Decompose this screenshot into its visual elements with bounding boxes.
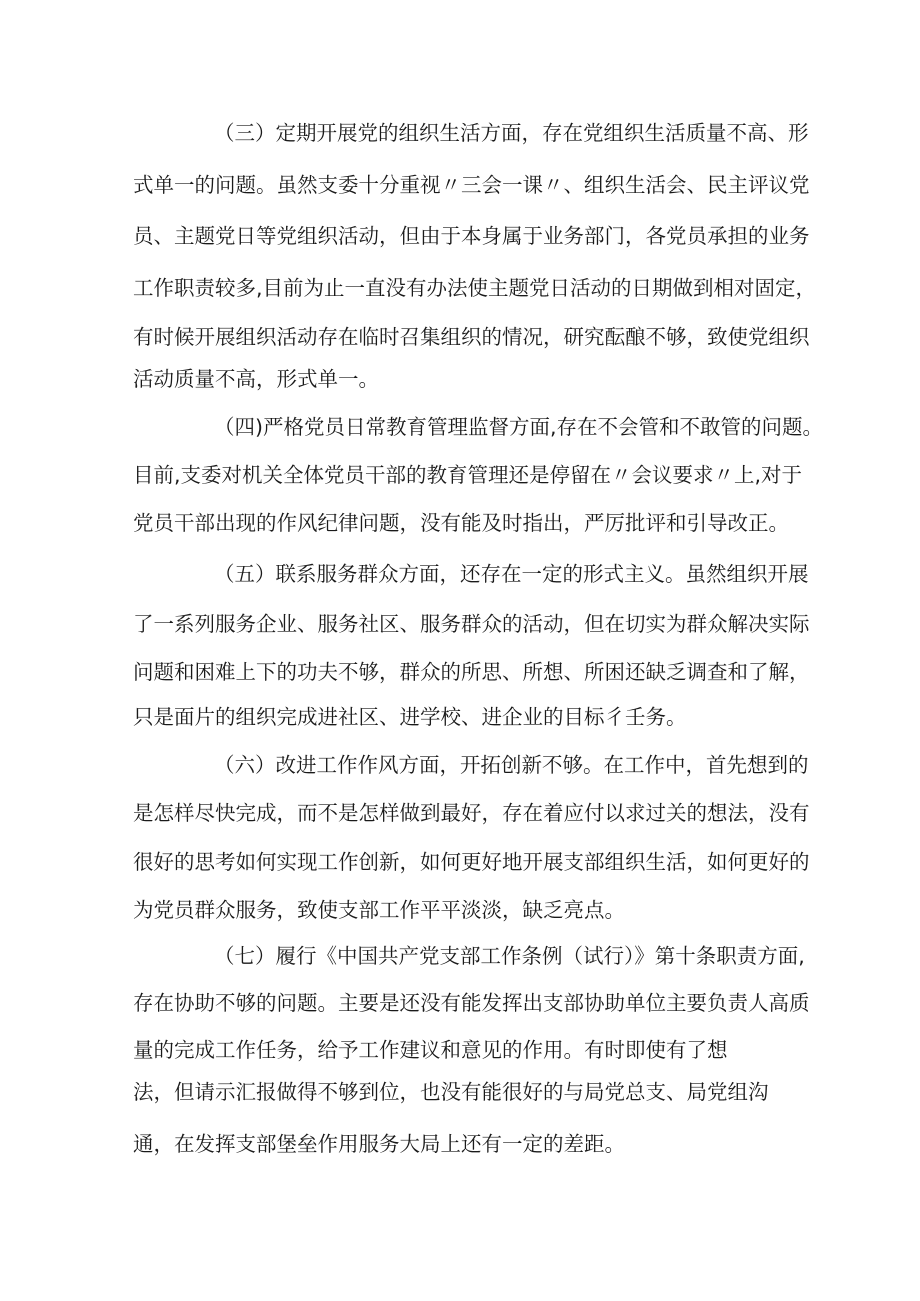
paragraph-6-line-4: 为党员群众服务，致使支部工作平平淡淡，缺乏亮点。	[133, 898, 625, 922]
paragraph-6-line-3: 很好的思考如何实现工作创新，如何更好地开展支部组织生活，如何更好的	[133, 850, 810, 874]
paragraph-5-line-4: 只是面片的组织完成进社区、进学校、进企业的目标彳壬务。	[133, 705, 687, 729]
paragraph-4-line-2: 目前,支委对机关全体党员干部的教育管理还是停留在〃会议要求〃上,对于	[133, 463, 803, 487]
paragraph-5-line-1: （五）联系服务群众方面，还存在一定的形式主义。虽然组织开展	[214, 562, 809, 586]
paragraph-3-line-3: 员、主题党日等党组织活动，但由于本身属于业务部门，各党员承担的业务	[133, 224, 810, 248]
paragraph-7-line-4: 法，但请示汇报做得不够到位，也没有能很好的与局党总支、局党组沟	[133, 1080, 769, 1104]
paragraph-3-line-4: 工作职责较多,目前为止一直没有办法使主题党日活动的日期做到相对固定，	[133, 276, 817, 300]
paragraph-4-line-1: （四)严格党员日常教育管理监督方面,存在不会管和不敢管的问题。	[214, 415, 824, 439]
paragraph-3-line-6: 活动质量不高，形式单一。	[133, 367, 379, 391]
paragraph-7-line-1: （七）履行《中国共产党支部工作条例（试行）》第十条职责方面,	[214, 944, 805, 968]
paragraph-7-line-3: 量的完成工作任务，给予工作建议和意见的作用。有时即使有了想	[133, 1038, 728, 1062]
paragraph-7-line-5: 通，在发挥支部堡垒作用服务大局上还有一定的差距。	[133, 1132, 625, 1156]
paragraph-6-line-2: 是怎样尽快完成，而不是怎样做到最好，存在着应付以求过关的想法，没有	[133, 801, 810, 825]
paragraph-6-line-1: （六）改进工作作风方面，开拓创新不够。在工作中，首先想到的	[214, 753, 809, 777]
paragraph-3-line-1: （三）定期开展党的组织生活方面，存在党组织生活质量不高、形	[214, 121, 809, 145]
paragraph-3-line-5: 有时候开展组织活动存在临时召集组织的情况，研究酝酿不够，致使党组织	[133, 325, 810, 349]
paragraph-5-line-3: 问题和困难上下的功夫不够，群众的所思、所想、所困还缺乏调查和了解，	[133, 660, 810, 684]
paragraph-4-line-3: 党员干部出现的作风纪律问题，没有能及时指出，严厉批评和引导改正。	[133, 511, 789, 535]
paragraph-5-line-2: 了一系列服务企业、服务社区、服务群众的活动，但在切实为群众解决实际	[133, 612, 810, 636]
paragraph-3-line-2: 式单一的问题。虽然支委十分重视〃三会一课〃、组织生活会、民主评议党	[133, 173, 810, 197]
paragraph-7-line-2: 存在协助不够的问题。主要是还没有能发挥出支部协助单位主要负责人高质	[133, 991, 810, 1015]
